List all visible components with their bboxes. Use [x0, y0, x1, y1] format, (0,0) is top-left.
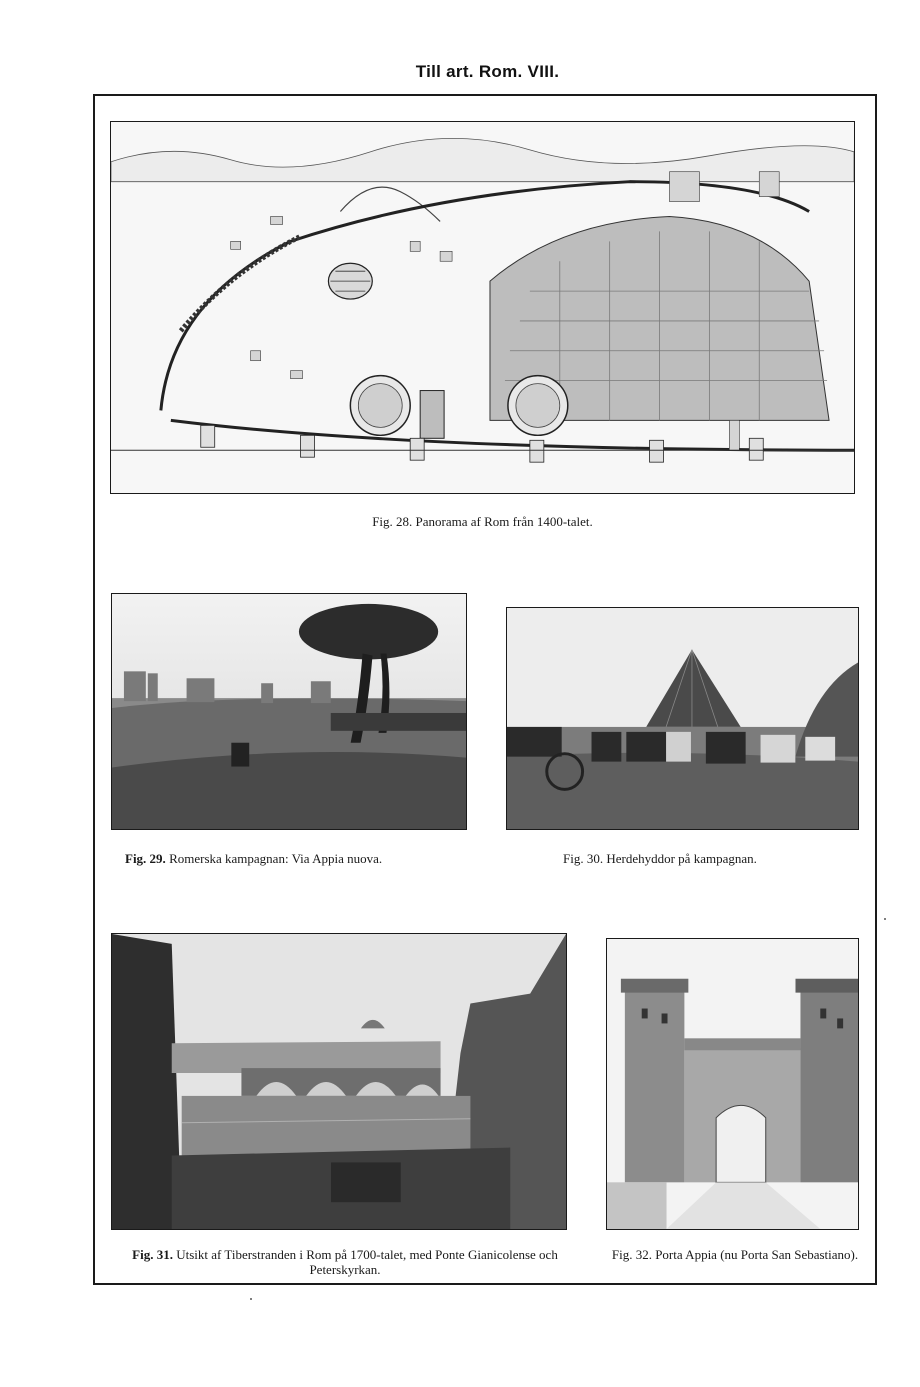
figure-30-caption [563, 851, 863, 866]
figure-28-image [110, 121, 855, 494]
print-speck [884, 918, 886, 920]
panorama-engraving [111, 122, 854, 493]
page-header: Till art. Rom. VIII. [415, 62, 560, 81]
figure-30-caption-text: Herdehyddor på kampagnan. [606, 851, 757, 866]
figure-29-image [111, 593, 467, 830]
figure-31-caption [120, 1247, 570, 1277]
figure-32-image [606, 938, 859, 1230]
figure-32-caption [610, 1247, 860, 1262]
figure-28-caption-text: Panorama af Rom från 1400-talet. [415, 514, 593, 529]
figure-29-caption-number: Fig. 29. [125, 851, 166, 866]
campagna-photo [112, 594, 466, 829]
figure-30-image [506, 607, 859, 830]
figure-31-caption-text: Utsikt af Tiberstranden i Rom på 1700-talet, med Ponte Gianicolense och Peterskyrkan. [176, 1247, 558, 1277]
figure-32-caption-text: Porta Appia (nu Porta San Sebastiano). [655, 1247, 859, 1262]
figure-32-caption-number: Fig. 32. [611, 1247, 652, 1262]
figure-30-caption-number: Fig. 30. [563, 851, 604, 866]
figure-31-caption-number: Fig. 31. [132, 1247, 173, 1262]
figure-28-caption [110, 514, 855, 529]
porta-appia-photo [607, 939, 858, 1229]
figure-28-caption-number: Fig. 28. [372, 514, 413, 529]
figure-29-caption [125, 851, 475, 866]
figure-29-caption-text: Romerska kampagnan: Via Appia nuova. [169, 851, 383, 866]
figure-31-image [111, 933, 567, 1230]
tiber-view-engraving [112, 934, 566, 1229]
print-speck [250, 1298, 252, 1300]
herder-huts-photo [507, 608, 858, 829]
